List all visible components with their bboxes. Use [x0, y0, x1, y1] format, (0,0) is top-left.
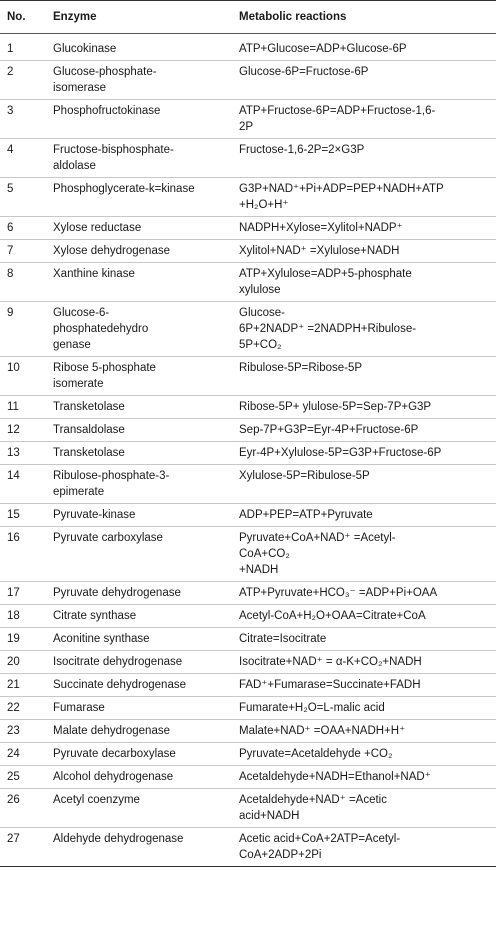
reaction-cell [231, 766, 496, 789]
reaction-cell [231, 743, 496, 766]
table-row [0, 302, 496, 357]
header-no: No. [0, 1, 45, 34]
row-number: 11 [7, 401, 19, 413]
table-row [0, 34, 496, 61]
row-number: 14 [7, 470, 20, 482]
reaction-cell [231, 263, 496, 302]
enzyme-name-line: genase [53, 339, 91, 351]
reaction-line: 2P [239, 121, 254, 133]
row-number: 16 [7, 532, 20, 544]
row-number: 25 [7, 771, 20, 783]
table-row [0, 828, 496, 867]
row-number: 22 [7, 702, 20, 714]
enzyme-cell [45, 419, 231, 442]
reaction-line: Pyruvate+CoA+NAD⁺ =Acetyl- [239, 532, 396, 544]
reaction-cell [231, 605, 496, 628]
row-number: 26 [7, 794, 20, 806]
row-number: 18 [7, 610, 20, 622]
reaction-cell [231, 419, 496, 442]
row-number: 15 [7, 509, 20, 521]
row-number: 8 [7, 268, 14, 280]
enzyme-cell [45, 396, 231, 419]
enzyme-cell [45, 302, 231, 357]
reaction-line: 5P+CO₂ [239, 339, 282, 351]
enzyme-cell [45, 651, 231, 674]
header-enzyme: Enzyme [45, 1, 231, 34]
row-number: 12 [7, 424, 20, 436]
reaction-cell [231, 139, 496, 178]
table-row [0, 263, 496, 302]
reaction-line: CoA+2ADP+2Pi [239, 849, 322, 861]
reaction-cell [231, 504, 496, 527]
reaction-line: Ribulose-5P=Ribose-5P [239, 362, 363, 374]
reaction-line: G3P+NAD⁺+Pi+ADP=PEP+NADH+ATP [239, 183, 444, 195]
reaction-cell [231, 828, 496, 867]
enzyme-name-line: Transketolase [53, 401, 125, 413]
reaction-cell [231, 674, 496, 697]
enzyme-name-line: Acetyl coenzyme [53, 794, 140, 806]
enzyme-cell [45, 34, 231, 61]
row-number: 23 [7, 725, 20, 737]
enzyme-cell [45, 465, 231, 504]
reaction-line: +NADH [239, 564, 279, 576]
reaction-line: Pyruvate=Acetaldehyde +CO₂ [239, 748, 393, 760]
table-row [0, 651, 496, 674]
row-number: 20 [7, 656, 20, 668]
table-row [0, 527, 496, 582]
enzyme-cell [45, 743, 231, 766]
reaction-line: Fumarate+H₂O=L-malic acid [239, 702, 385, 714]
reaction-cell [231, 465, 496, 504]
enzyme-cell [45, 674, 231, 697]
reaction-line: Malate+NAD⁺ =OAA+NADH+H⁺ [239, 725, 406, 737]
table-row [0, 720, 496, 743]
reaction-cell [231, 61, 496, 100]
enzyme-cell [45, 442, 231, 465]
reaction-line: ATP+Pyruvate+HCO₃⁻ =ADP+Pi+OAA [239, 587, 438, 599]
table-row [0, 100, 496, 139]
reaction-cell [231, 396, 496, 419]
enzyme-name-line: Pyruvate carboxylase [53, 532, 163, 544]
table-row [0, 61, 496, 100]
reaction-cell [231, 697, 496, 720]
enzyme-cell [45, 178, 231, 217]
row-number: 1 [7, 43, 14, 55]
reaction-line: Eyr-4P+Xylulose-5P=G3P+Fructose-6P [239, 447, 442, 459]
reaction-line: Glucose-6P=Fructose-6P [239, 66, 369, 78]
table-body [0, 34, 496, 867]
table-row [0, 178, 496, 217]
table-row [0, 789, 496, 828]
reaction-cell [231, 357, 496, 396]
enzyme-name-line: Fructose-bisphosphate- [53, 144, 174, 156]
reaction-cell [231, 217, 496, 240]
enzyme-name-line: Aldehyde dehydrogenase [53, 833, 184, 845]
table-row [0, 504, 496, 527]
enzyme-cell [45, 357, 231, 396]
reaction-cell [231, 789, 496, 828]
reaction-line: ADP+PEP=ATP+Pyruvate [239, 509, 373, 521]
enzyme-cell [45, 828, 231, 867]
reaction-line: Xylulose-5P=Ribulose-5P [239, 470, 370, 482]
reaction-line: Acetic acid+CoA+2ATP=Acetyl- [239, 833, 401, 845]
enzyme-cell [45, 263, 231, 302]
reaction-cell [231, 302, 496, 357]
enzyme-name-line: Glucose-phosphate- [53, 66, 157, 78]
table-row [0, 674, 496, 697]
reaction-cell [231, 178, 496, 217]
table-row [0, 766, 496, 789]
row-number: 7 [7, 245, 14, 257]
enzyme-cell [45, 628, 231, 651]
reaction-line: Xylitol+NAD⁺ =Xylulose+NADH [239, 245, 400, 257]
row-number: 4 [7, 144, 14, 156]
row-number: 27 [7, 833, 20, 845]
table-row [0, 628, 496, 651]
enzyme-cell [45, 527, 231, 582]
enzyme-name-line: Glucose-6- [53, 307, 110, 319]
enzyme-name-line: Xanthine kinase [53, 268, 135, 280]
row-number: 21 [7, 679, 20, 691]
reaction-line: Ribose-5P+ ylulose-5P=Sep-7P+G3P [239, 401, 432, 413]
reaction-line: ATP+Glucose=ADP+Glucose-6P [239, 43, 407, 55]
enzyme-name-line: Succinate dehydrogenase [53, 679, 186, 691]
row-number: 17 [7, 587, 20, 599]
enzyme-cell [45, 605, 231, 628]
enzyme-name-line: Phosphoglycerate-k=kinase [53, 183, 195, 195]
enzyme-name-line: Alcohol dehydrogenase [53, 771, 174, 783]
enzyme-name-line: Ribulose-phosphate-3- [53, 470, 170, 482]
table-row [0, 697, 496, 720]
reaction-line: Acetyl-CoA+H₂O+OAA=Citrate+CoA [239, 610, 426, 622]
reaction-line: Acetaldehyde+NAD⁺ =Acetic [239, 794, 387, 806]
reaction-line: Sep-7P+G3P=Eyr-4P+Fructose-6P [239, 424, 419, 436]
enzyme-name-line: Glucokinase [53, 43, 117, 55]
enzyme-name-line: Aconitine synthase [53, 633, 150, 645]
reaction-cell [231, 100, 496, 139]
enzyme-name-line: Xylose reductase [53, 222, 142, 234]
row-number: 3 [7, 105, 14, 117]
row-number: 19 [7, 633, 20, 645]
enzyme-cell [45, 697, 231, 720]
reaction-cell [231, 582, 496, 605]
table-row [0, 240, 496, 263]
enzyme-name-line: Pyruvate decarboxylase [53, 748, 176, 760]
reaction-line: NADPH+Xylose=Xylitol+NADP⁺ [239, 222, 403, 234]
enzyme-cell [45, 504, 231, 527]
enzyme-cell [45, 582, 231, 605]
reaction-line: Fructose-1,6-2P=2×G3P [239, 144, 365, 156]
enzyme-name-line: Fumarase [53, 702, 105, 714]
table-row [0, 357, 496, 396]
row-number: 6 [7, 222, 14, 234]
enzyme-name-line: Isocitrate dehydrogenase [53, 656, 183, 668]
row-number: 24 [7, 748, 20, 760]
enzyme-cell [45, 217, 231, 240]
reaction-line: CoA+CO₂ [239, 548, 290, 560]
reaction-line: ATP+Xylulose=ADP+5-phosphate [239, 268, 412, 280]
enzyme-name-line: Phosphofructokinase [53, 105, 161, 117]
enzyme-name-line: Transketolase [53, 447, 125, 459]
enzyme-cell [45, 789, 231, 828]
enzyme-name-line: Transaldolase [53, 424, 125, 436]
row-number: 13 [7, 447, 20, 459]
reaction-cell [231, 240, 496, 263]
enzyme-name-line: epimerate [53, 486, 105, 498]
table-row [0, 217, 496, 240]
enzyme-name-line: aldolase [53, 160, 96, 172]
table-row [0, 419, 496, 442]
reaction-cell [231, 442, 496, 465]
enzyme-name-line: Pyruvate-kinase [53, 509, 136, 521]
row-number: 2 [7, 66, 14, 78]
enzyme-cell [45, 139, 231, 178]
row-number: 10 [7, 362, 20, 374]
reaction-line: Isocitrate+NAD⁺ = α-K+CO₂+NADH [239, 656, 422, 668]
enzyme-name-line: Pyruvate dehydrogenase [53, 587, 181, 599]
reaction-cell [231, 34, 496, 61]
enzyme-name-line: Xylose dehydrogenase [53, 245, 170, 257]
table-row [0, 442, 496, 465]
reaction-line: xylulose [239, 284, 281, 296]
enzyme-name-line: Citrate synthase [53, 610, 137, 622]
reaction-line: 6P+2NADP⁺ =2NADPH+Ribulose- [239, 323, 417, 335]
header-row [0, 1, 496, 34]
row-number: 5 [7, 183, 14, 195]
enzyme-cell [45, 720, 231, 743]
enzyme-name-line: Ribose 5-phosphate [53, 362, 156, 374]
table-header [0, 1, 496, 34]
table-row [0, 582, 496, 605]
header-reactions: Metabolic reactions [231, 1, 496, 34]
enzyme-cell [45, 61, 231, 100]
reaction-line: Glucose- [239, 307, 286, 319]
reaction-cell [231, 720, 496, 743]
reaction-cell [231, 651, 496, 674]
reaction-line: acid+NADH [239, 810, 300, 822]
enzyme-cell [45, 240, 231, 263]
table-row [0, 139, 496, 178]
enzyme-cell [45, 766, 231, 789]
enzyme-name-line: phosphatedehydro [53, 323, 149, 335]
table-row [0, 396, 496, 419]
enzyme-name-line: isomerase [53, 82, 107, 94]
table-row [0, 465, 496, 504]
table-row [0, 743, 496, 766]
row-number: 9 [7, 307, 14, 319]
reaction-cell [231, 527, 496, 582]
enzyme-name-line: Malate dehydrogenase [53, 725, 170, 737]
reaction-line: Citrate=Isocitrate [239, 633, 327, 645]
reaction-cell [231, 628, 496, 651]
table-row [0, 605, 496, 628]
reaction-line: Acetaldehyde+NADH=Ethanol+NAD⁺ [239, 771, 431, 783]
reaction-line: ATP+Fructose-6P=ADP+Fructose-1,6- [239, 105, 436, 117]
enzyme-name-line: isomerate [53, 378, 104, 390]
enzyme-cell [45, 100, 231, 139]
reaction-line: FAD⁺+Fumarase=Succinate+FADH [239, 679, 421, 691]
reaction-line: +H₂O+H⁺ [239, 199, 289, 211]
